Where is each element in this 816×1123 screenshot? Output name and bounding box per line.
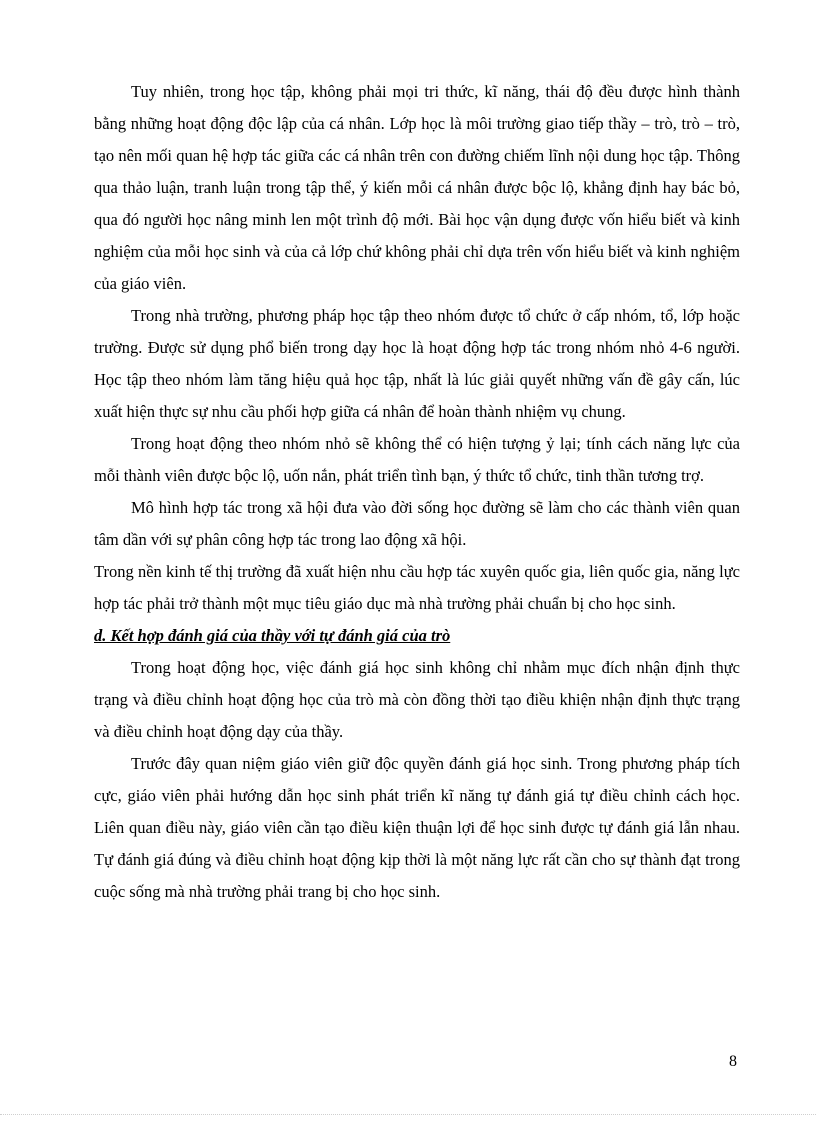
- page-number: 8: [729, 1053, 737, 1070]
- page-bottom-divider: [0, 1114, 816, 1115]
- paragraph: Trong hoạt động học, việc đánh giá học sinh không chỉ nhằm mục đích nhận định thực trạng và điều chỉnh hoạt động học của trò mà còn đồng thời tạo điều khiện nhận định thực trạng và điều chỉnh hoạt động dạy của thầy.: [94, 658, 740, 741]
- paragraph: Trong hoạt động theo nhóm nhỏ sẽ không thể có hiện tượng ỷ lại; tính cách năng lực của mỗi thành viên được bộc lộ, uốn nắn, phát triển tình bạn, ý thức tổ chức, tinh thần tương trợ.: [94, 434, 740, 485]
- paragraph: Trước đây quan niệm giáo viên giữ độc quyền đánh giá học sinh. Trong phương pháp tích cực, giáo viên phải hướng dẫn học sinh phát triển kĩ năng tự đánh giá tự điều chỉnh cách học. Liên quan điều này, giáo viên cần tạo điều kiện thuận lợi để học sinh được tự đánh giá lẫn nhau. Tự đánh giá đúng và điều chỉnh hoạt động kịp thời là một năng lực rất cần cho sự thành đạt trong cuộc sống mà nhà trường phải trang bị cho học sinh.: [94, 754, 740, 901]
- paragraph: Trong nền kinh tế thị trường đã xuất hiện nhu cầu hợp tác xuyên quốc gia, liên quốc gia, năng lực hợp tác phải trở thành một mục tiêu giáo dục mà nhà trường phải chuẩn bị cho học sinh.: [94, 562, 740, 613]
- paragraph: Trong nhà trường, phương pháp học tập theo nhóm được tổ chức ở cấp nhóm, tổ, lớp hoặc trường. Được sử dụng phổ biến trong dạy học là hoạt động hợp tác trong nhóm nhỏ 4-6 người. Học tập theo nhóm làm tăng hiệu quả học tập, nhất là lúc giải quyết những vấn đề gây cấn, lúc xuất hiện thực sự nhu cầu phối hợp giữa cá nhân để hoàn thành nhiệm vụ chung.: [94, 306, 740, 421]
- paragraph: Tuy nhiên, trong học tập, không phải mọi tri thức, kĩ năng, thái độ đều được hình thành bằng những hoạt động độc lập của cá nhân. Lớp học là môi trường giao tiếp thầy – trò, trò – trò, tạo nên mối quan hệ hợp tác giữa các cá nhân trên con đường chiếm lĩnh nội dung học tập. Thông qua thảo luận, tranh luận trong tập thể, ý kiến mỗi cá nhân được bộc lộ, khẳng định hay bác bỏ, qua đó người học nâng minh len một trình độ mới. Bài học vận dụng được vốn hiểu biết và kinh nghiệm của mỗi học sinh và của cả lớp chứ không phải chỉ dựa trên vốn hiểu biết và kinh nghiệm của giáo viên.: [94, 82, 740, 293]
- paragraph: Mô hình hợp tác trong xã hội đưa vào đời sống học đường sẽ làm cho các thành viên quan tâm dần với sự phân công hợp tác trong lao động xã hội.: [94, 498, 740, 549]
- page-body: [94, 76, 740, 908]
- section-heading: d. Kết hợp đánh giá của thầy với tự đánh giá của trò: [94, 626, 451, 645]
